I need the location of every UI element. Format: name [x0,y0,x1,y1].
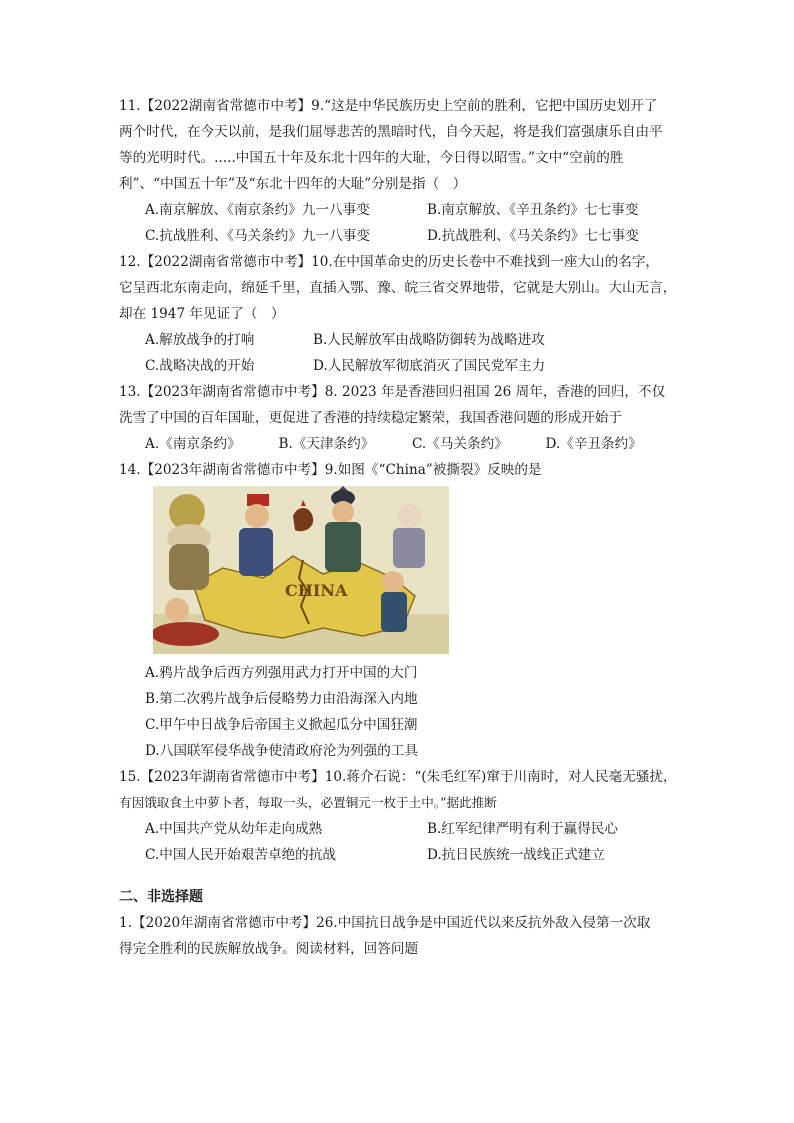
section-title: 二、非选择题 [119,889,203,905]
question-content [119,93,679,962]
question-14 [119,457,679,764]
option-d: D.抗战胜利、《马关条约》七七事变 [427,228,639,244]
option-b: B.南京解放、《辛丑条约》七七事变 [427,202,639,218]
question-15 [119,764,679,868]
question-12-options-row [119,353,679,379]
option-b: B.《天津条约》 [278,436,375,452]
option-d: D.抗日民族统一战线正式建立 [427,847,605,863]
question-15-line: 15.【2023年湖南省常德市中考】10.蒋介石说：“(朱毛红军)窜于川南时，对人民毫无骚扰， [119,769,677,785]
question-14-line: 14.【2023年湖南省常德市中考】9.如图《“China”被撕裂》反映的是 [119,462,542,478]
question-13 [119,379,679,457]
question-11-line: 等的光明时代。.....中国五十年及东北十四年的大耻，今日得以昭雪。”文中“空前的胜 [119,150,624,166]
question-12-line: 12.【2022湖南省常德市中考】10.在中国革命史的历史长卷中不难找到一座大山的名字， [119,254,660,270]
option-c: C.战略决战的开始 [145,358,255,374]
cartoon-map-text: CHINA [285,581,348,600]
option-b: B.人民解放军由战略防御转为战略进攻 [313,332,545,348]
non-choice-question-1 [119,910,679,962]
option-a: A.南京解放、《南京条约》九一八事变 [145,202,370,218]
non-choice-question-1-line: 1.【2020年湖南省常德市中考】26.中国抗日战争是中国近代以来反抗外敌入侵第一次取 [119,915,651,931]
option-d: D.《辛丑条约》 [545,436,642,452]
question-11-options-row [119,197,679,223]
question-12-line: 却在 1947 年见证了（ ） [119,306,285,322]
question-12 [119,249,679,379]
question-13-line: 洗雪了中国的百年国耻，更促进了香港的持续稳定繁荣，我国香港问题的形成开始于 [119,410,622,426]
option-a: A.解放战争的打响 [145,332,255,348]
option-c: C.中国人民开始艰苦卓绝的抗战 [145,847,336,863]
option-a: A.《南京条约》 [145,436,241,452]
china-torn-cartoon-image [153,486,449,654]
option-c: C.抗战胜利、《马关条约》九一八事变 [145,228,370,244]
option-a: A.中国共产党从幼年走向成熟 [145,821,323,837]
non-choice-question-1-line: 得完全胜利的民族解放战争。阅读材料，回答问题 [119,941,419,957]
question-12-options-row [119,327,679,353]
question-13-line: 13.【2023年湖南省常德市中考】8. 2023 年是香港回归祖国 26 周年，香港的回归，不仅 [119,384,666,400]
option-d: D.八国联军侵华战争使清政府沦为列强的工具 [145,743,419,759]
option-b: B.红军纪律严明有利于赢得民心 [427,821,619,837]
question-11 [119,93,679,249]
question-15-line: 有因饿取食土中萝卜者，每取一头，必置铜元一枚于土中。”据此推断 [119,795,497,810]
option-c: C.甲午中日战争后帝国主义掀起瓜分中国狂潮 [145,717,418,733]
question-13-options-row [119,431,679,457]
question-11-line: 11.【2022湖南省常德市中考】9.“这是中华民族历史上空前的胜利，它把中国历史划开了 [119,98,658,114]
question-11-line: 两个时代，在今天以前，是我们屈辱悲苦的黑暗时代，自今天起，将是我们富强康乐自由平 [119,124,663,140]
option-a: A.鸦片战争后西方列强用武力打开中国的大门 [145,665,418,681]
option-c: C.《马关条约》 [412,436,508,452]
question-11-line: 利”、“中国五十年”及“东北十四年的大耻”分别是指（ ） [119,176,467,192]
question-15-options-row [119,842,679,868]
option-b: B.第二次鸦片战争后侵略势力由沿海深入内地 [145,691,418,707]
question-11-options-row [119,223,679,249]
option-d: D.人民解放军彻底消灭了国民党军主力 [313,358,546,374]
question-15-options-row [119,816,679,842]
question-12-line: 它呈西北东南走向，绵延千里，直插入鄂、豫、皖三省交界地带，它就是大别山。大山无言， [119,280,677,296]
